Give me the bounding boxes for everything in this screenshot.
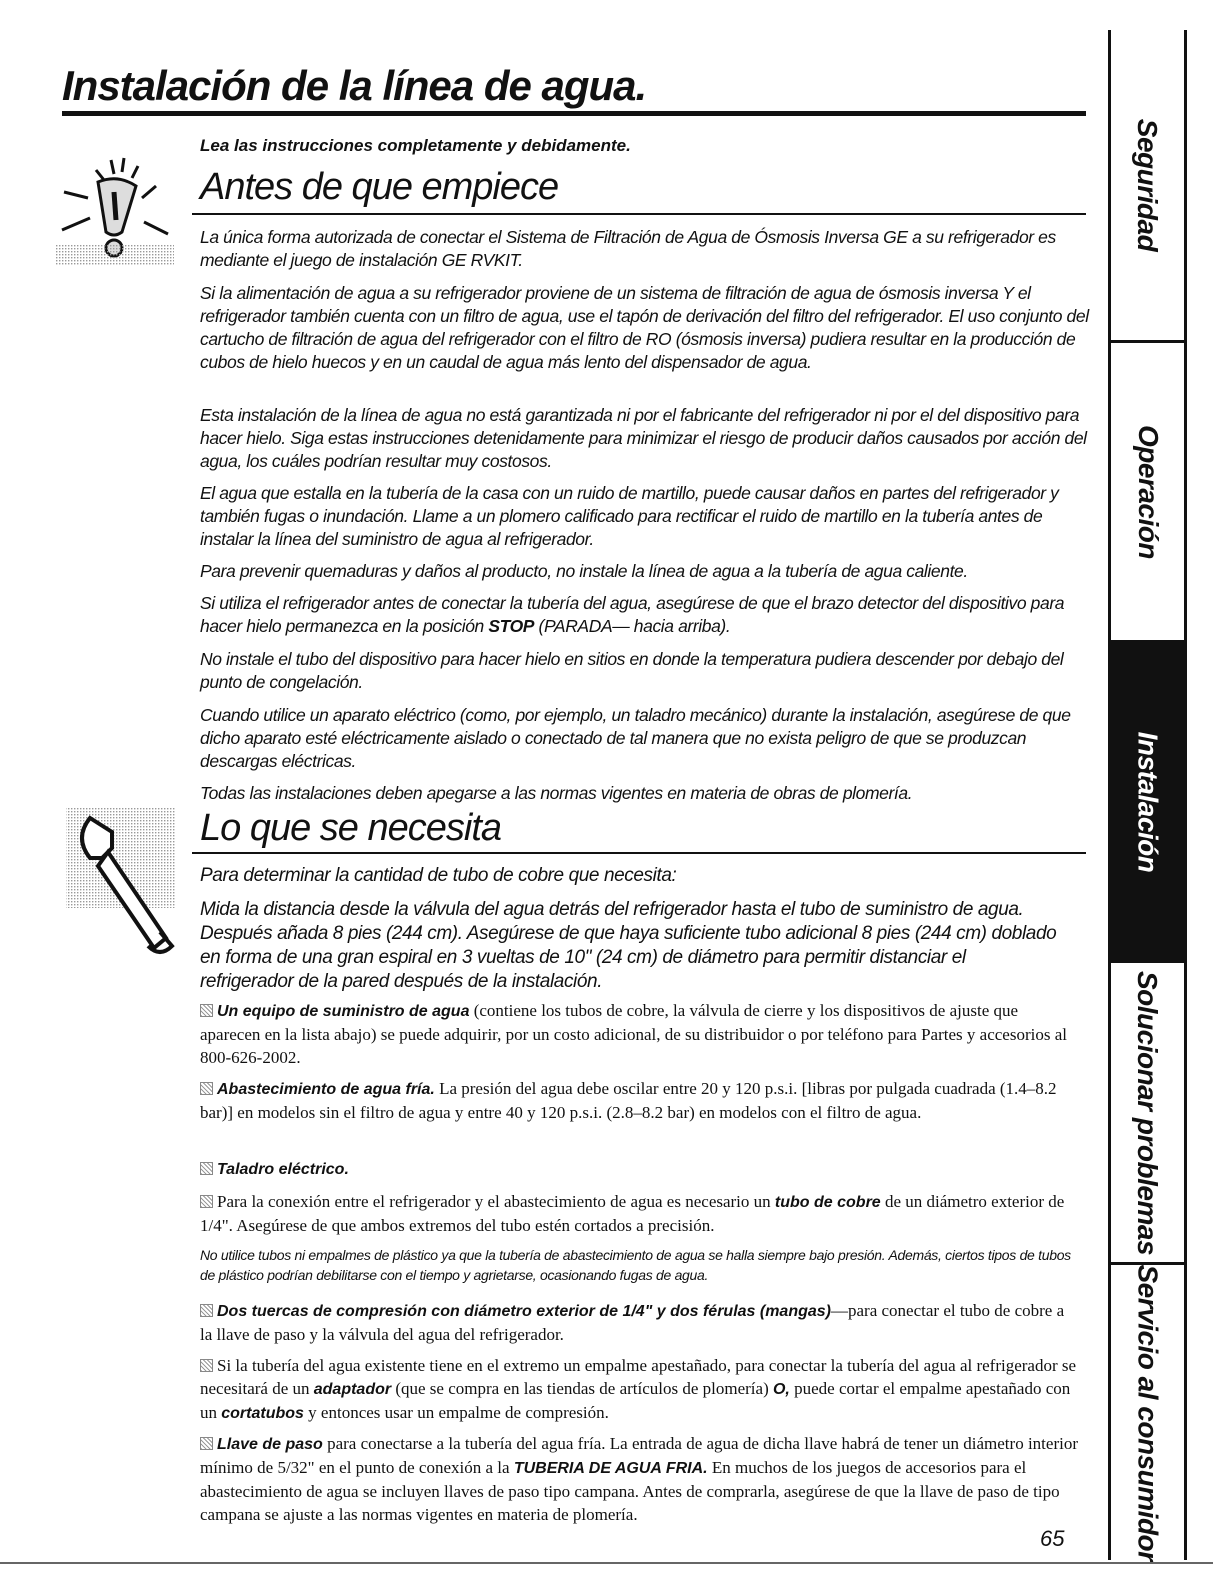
paragraph: Si la alimentación de agua a su refrigerador proviene de un sistema de filtración de agua de ósmosis inversa Y el refrigerador también cuenta con un filtro de agua, use el tapón de derivación del filtro del refrigerador. El uso conjunto del cartucho de filtración de agua del refrigerador con el filtro de RO (ósmosis inversa) pudiera resultar en la producción de cubos de hielo huecos y en un caudal de agua más lento del dispensador de agua. [200,283,1089,372]
subtitle: Lea las instrucciones completamente y debidamente. [200,136,631,155]
paragraph: No instale el tubo del dispositivo para hacer hielo en sitios en donde la temperatura pudiera descender por debajo del punto de congelación. [200,649,1064,692]
list-item: Llave de paso para conectarse a la tubería del agua fría. La entrada de agua de dicha llave habrá de tener un diámetro interior mínimo de 5/32" en el punto de conexión a la TUBERIA DE AGUA FRIA. En muchos de los juegos de accesorios para el abastecimiento de agua se incluyen llaves de paso tipo campana. Antes de comprarla, asegúrese de que la llave de paso de tipo campana se ajuste a las normas vigentes en materia de plomería. [200,1434,1078,1524]
tab-solucionar-problemas[interactable] [1111,963,1184,1265]
side-nav [1108,30,1187,1560]
paragraph: Todas las instalaciones deben apegarse a las normas vigentes en materia de obras de plomería. [200,783,913,803]
section-rule [192,852,1086,854]
bullet-icon [200,1437,213,1450]
bullet-icon [200,1359,213,1372]
list-item: Taladro eléctrico. [200,1157,1080,1181]
paragraph: Para prevenir quemaduras y daños al producto, no instale la línea de agua a la tubería de agua caliente. [200,561,968,581]
stop-after: (PARADA— hacia arriba). [534,616,731,636]
tab-instalacion[interactable] [1111,643,1184,963]
stop-label: STOP [488,616,535,636]
section-heading-necesita: Lo que se necesita [200,807,502,849]
intro-line: Para determinar la cantidad de tubo de cobre que necesita: [200,865,677,886]
tab-label: Solucionar problemas [1132,970,1164,1255]
tab-servicio-consumidor[interactable] [1111,1265,1184,1560]
tab-label: Operación [1132,424,1164,559]
intro-paragraph: Mida la distancia desde la válvula del agua detrás del refrigerador hasta el tubo de suministro de agua. Después añada 8 pies (244 cm). Asegúrese de que haya suficiente tubo adicional 8 pies (244 cm) doblado en forma de una gran espiral en 3 vueltas de 10" (24 cm) de diámetro para permitir distanciar el refrigerador de la pared después de la instalación. [200,899,1057,992]
section-heading-antes: Antes de que empiece [200,166,559,208]
page-title: Instalación de la línea de agua. [62,62,647,109]
paragraph-stop [200,592,1090,638]
section-rule [192,213,1086,215]
list-item: Abastecimiento de agua fría. La presión del agua debe oscilar entre 20 y 120 p.s.i. [libras por pulgada cuadrada (1.4–8.2 bar)] en modelos sin el filtro de agua y entre 40 y 120 p.s.i. (2.8–8.2 bar) en modelos con el filtro de agua. [200,1079,1057,1122]
bullet-icon [200,1082,213,1095]
paragraph: El agua que estalla en la tubería de la casa con un ruido de martillo, puede causar daños en partes del refrigerador y también fugas o inundación. Llame a un plomero calificado para rectificar el ruido de martillo en la tubería antes de instalar la línea del suministro de agua al refrigerador. [200,483,1059,549]
list-item: Un equipo de suministro de agua (contiene los tubos de cobre, la válvula de cierre y los dispositivos de ajuste que aparecen en la lista abajo) se puede adquirir, por un costo adicional, de su distribuidor o por teléfono para Partes y accesorios al 800-626-2002. [200,1001,1067,1067]
note: No utilice tubos ni empalmes de plástico ya que la tubería de abastecimiento de agua se halla siempre bajo presión. Además, ciertos tipos de tubos de plástico podrían debilitarse con el tiempo y agrietarse, ocasionando fugas de agua. [200,1247,1071,1283]
warning-icon [56,152,186,272]
bullet-icon [200,1004,213,1017]
paragraph: La única forma autorizada de conectar el Sistema de Filtración de Agua de Ósmosis Inversa GE a su refrigerador es mediante el juego de instalación GE RVKIT. [200,227,1056,270]
tab-seguridad[interactable] [1111,30,1184,343]
bullet-icon [200,1162,213,1175]
bullet-icon [200,1195,213,1208]
bullet-icon [200,1304,213,1317]
page-number: 65 [1040,1526,1065,1551]
paragraph: Cuando utilice un aparato eléctrico (como, por ejemplo, un taladro mecánico) durante la instalación, asegúrese de que dicho aparato esté eléctricamente aislado o conectado de tal manera que no exista peligro de que se produzcan descargas eléctricas. [200,705,1071,771]
paragraph: Esta instalación de la línea de agua no está garantizada ni por el fabricante del refrigerador ni por el del dispositivo para hacer hielo. Siga estas instrucciones detenidamente para minimizar el riesgo de producir daños causados por acción del agua, los cuáles podrían resultar muy costosos. [200,405,1087,471]
list-item: Dos tuercas de compresión con diámetro exterior de 1/4" y dos férulas (mangas)—para conectar el tubo de cobre a la llave de paso y la válvula del agua del refrigerador. [200,1301,1065,1344]
list-item: Si la tubería del agua existente tiene en el extremo un empalme apestañado, para conectar la tubería del agua al refrigerador se necesitará de un adaptador (que se compra en las tiendas de artículos de plomería) O, puede cortar el empalme apestañado con un cortatubos y entonces usar un empalme de compresión. [200,1356,1077,1422]
tab-operacion[interactable] [1111,343,1184,643]
list-item: Para la conexión entre el refrigerador y el abastecimiento de agua es necesario un tubo de cobre de un diámetro exterior de 1/4". Asegúrese de que ambos extremos del tubo estén cortados a precisión. [200,1192,1065,1235]
title-rule [62,111,1086,116]
wrench-icon [56,808,186,958]
bottom-rule [0,1562,1213,1564]
stop-before: Si utiliza el refrigerador antes de conectar la tubería del agua, asegúrese de que el brazo detector del dispositivo para hacer hielo permanezca en la posición [200,593,1065,636]
tab-label: Seguridad [1132,118,1164,252]
tab-label: Servicio al consumidor [1132,1263,1164,1562]
tab-label: Instalación [1132,731,1164,872]
